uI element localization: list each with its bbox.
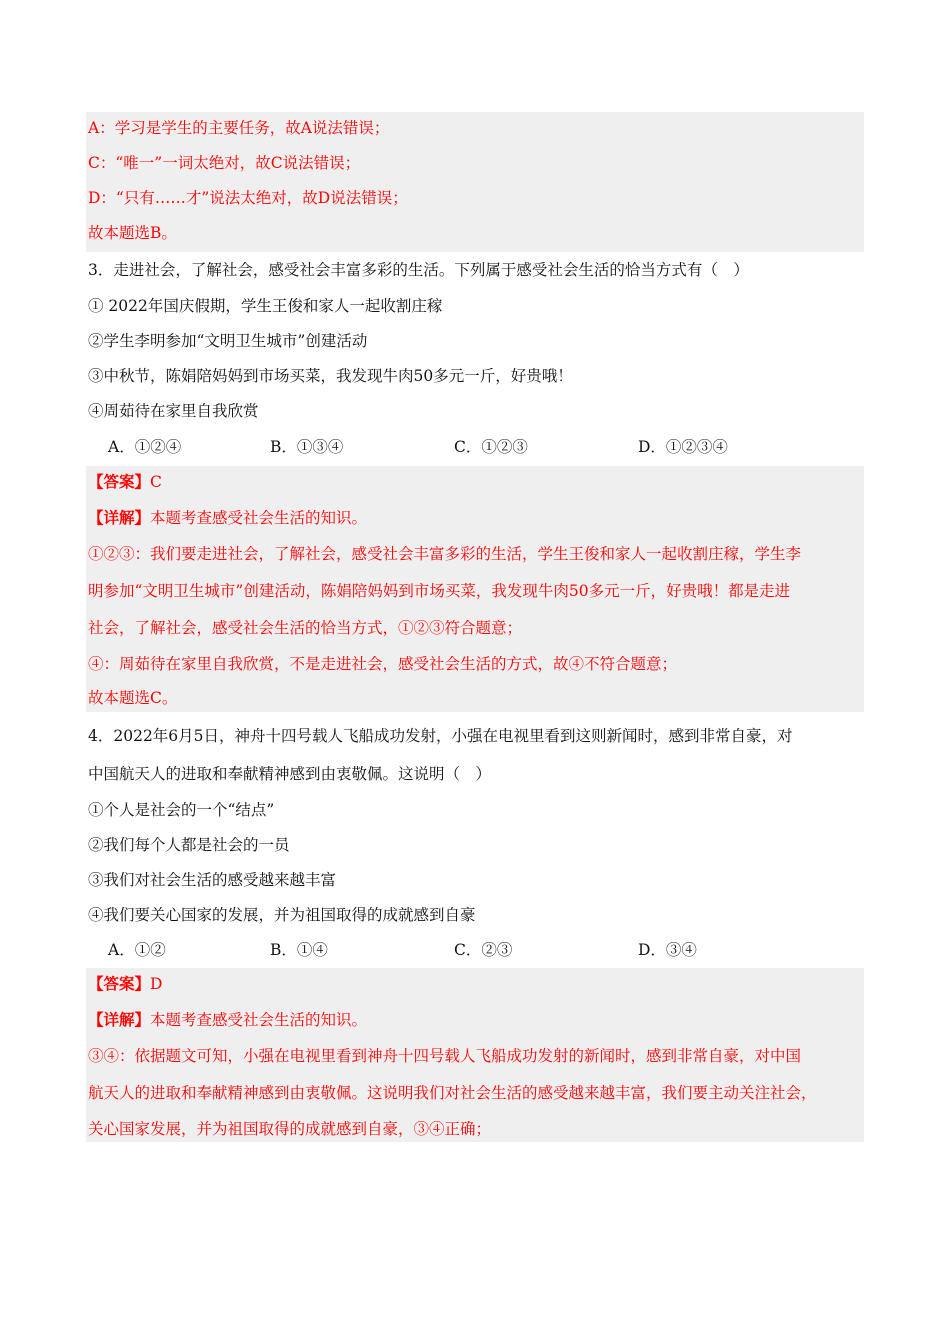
option-c: C．①②③ <box>454 438 528 456</box>
detail-text: 明参加“文明卫生城市”创建活动，陈娟陪妈妈到市场买菜，我发现牛肉50多元一斤，好贵哦！都是走进 <box>88 582 791 600</box>
option-c: C．②③ <box>454 941 513 959</box>
question-item: ④周茹待在家里自我欣赏 <box>88 402 259 420</box>
answer-value: C <box>150 473 162 491</box>
option-a: A．①② <box>108 941 166 959</box>
question-item: ①个人是社会的一个“结点” <box>88 801 275 819</box>
detail-text: ①②③：我们要走进社会，了解社会，感受社会丰富多彩的生活，学生王俊和家人一起收割庄稼，学生李 <box>88 545 802 563</box>
question-stem: 中国航天人的进取和奉献精神感到由衷敬佩。这说明（ ） <box>88 765 492 783</box>
prev-explanation <box>86 112 864 252</box>
answer-line <box>88 472 162 492</box>
question-item: ②我们每个人都是社会的一员 <box>88 836 290 854</box>
answer-value: D <box>150 975 163 993</box>
question-item: ③我们对社会生活的感受越来越丰富 <box>88 871 337 889</box>
detail-text: 故本题选C。 <box>88 689 178 707</box>
option-b: B．①④ <box>270 941 328 959</box>
detail-tag: 【详解】 <box>88 508 151 527</box>
question-item: ① 2022年国庆假期，学生王俊和家人一起收割庄稼 <box>88 297 443 315</box>
explanation-line: C：“唯一”一词太绝对，故C说法错误； <box>88 154 361 172</box>
explanation-line: 故本题选B。 <box>88 224 177 242</box>
detail-text: 关心国家发展，并为祖国取得的成就感到自豪，③④正确； <box>88 1120 492 1138</box>
question-item: ③中秋节，陈娟陪妈妈到市场买菜，我发现牛肉50多元一斤，好贵哦！ <box>88 367 573 385</box>
question-item: ②学生李明参加“文明卫生城市”创建活动 <box>88 332 368 350</box>
q4-answer-explanation <box>86 968 864 1142</box>
answer-tag: 【答案】 <box>88 472 151 491</box>
detail-intro: 本题考查感受社会生活的知识。 <box>150 1011 368 1029</box>
question-3 <box>86 252 864 466</box>
detail-text: ③④：依据题文可知，小强在电视里看到神舟十四号载人飞船成功发射的新闻时，感到非常自豪，对中国 <box>88 1047 802 1065</box>
detail-intro: 本题考查感受社会生活的知识。 <box>150 509 368 527</box>
detail-text: ④：周茹待在家里自我欣赏，不是走进社会，感受社会生活的方式，故④不符合题意； <box>88 655 678 673</box>
answer-tag: 【答案】 <box>88 974 151 993</box>
detail-tag: 【详解】 <box>88 1010 151 1029</box>
detail-line <box>88 508 367 528</box>
option-d: D．①②③④ <box>638 438 728 456</box>
q3-answer-explanation <box>86 466 864 712</box>
detail-text: 航天人的进取和奉献精神感到由衷敬佩。这说明我们对社会生活的感受越来越丰富，我们要主动关注社会， <box>88 1084 817 1102</box>
explanation-line: A：学习是学生的主要任务，故A说法错误； <box>88 119 390 137</box>
option-d: D．③④ <box>638 941 697 959</box>
detail-text: 社会，了解社会，感受社会生活的恰当方式，①②③符合题意； <box>88 619 523 637</box>
detail-line <box>88 1010 367 1030</box>
answer-line <box>88 974 162 994</box>
question-stem: 3．走进社会，了解社会，感受社会丰富多彩的生活。下列属于感受社会生活的恰当方式有（ ） <box>88 261 749 279</box>
question-stem: 4．2022年6月5日，神舟十四号载人飞船成功发射，小强在电视里看到这则新闻时，感到非常自豪，对 <box>88 727 793 745</box>
option-b: B．①③④ <box>270 438 344 456</box>
option-a: A．①②④ <box>108 438 182 456</box>
question-4 <box>86 712 864 968</box>
explanation-line: D：“只有……才”说法太绝对，故D说法错误； <box>88 189 408 207</box>
question-item: ④我们要关心国家的发展，并为祖国取得的成就感到自豪 <box>88 906 476 924</box>
